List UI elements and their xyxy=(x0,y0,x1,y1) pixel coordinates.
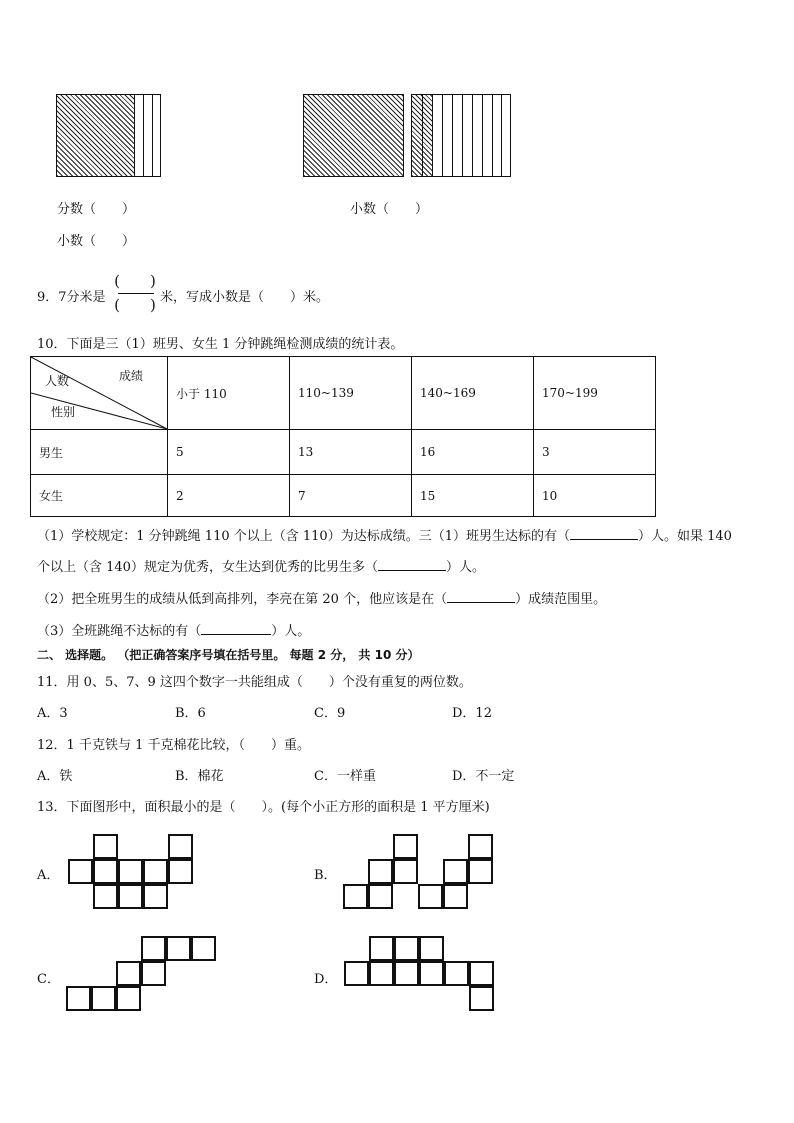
q10-sub1-text-a: （1）学校规定：1 分钟跳绳 110 个以上（含 110）为达标成绩。三（1）班男生达标的有（ xyxy=(37,529,570,544)
q10-sub1-text-c: 个以上（含 140）规定为优秀，女生达到优秀的比男生多（ xyxy=(37,560,378,575)
grid-square xyxy=(168,859,193,884)
grid-square xyxy=(143,859,168,884)
table-row xyxy=(31,475,656,517)
grid-square xyxy=(143,884,168,909)
q10-title: 10．下面是三（1）班男、女生 1 分钟跳绳检测成绩的统计表。 xyxy=(37,337,404,352)
answer-blank[interactable] xyxy=(570,539,638,540)
grid-square xyxy=(444,961,469,986)
q10-sub2-text-a: （2）把全班男生的成绩从低到高排列，李亮在第 20 个，他应该是在（ xyxy=(37,592,448,607)
row-label: 女生 xyxy=(31,475,168,517)
q10-sub1-text-b: ）人。如果 140 xyxy=(637,529,732,544)
row-label: 男生 xyxy=(31,430,168,475)
section-title: 二、 选择题。 （把正确答案序号填在括号里。 每题 2 分， 共 10 分） xyxy=(37,648,420,662)
q13-label-c[interactable]: C． xyxy=(37,972,60,987)
decimal-answer-label-left: 小数（ ） xyxy=(57,234,136,249)
grid-square xyxy=(419,936,444,961)
decimal-answer-label-right: 小数（ ） xyxy=(350,202,429,217)
fraction-figure-left xyxy=(56,94,161,177)
decimal-figure-tenths xyxy=(411,94,511,177)
table-cell: 7 xyxy=(290,475,412,517)
q12-option-b[interactable]: B．棉花 xyxy=(175,769,224,784)
grid-square xyxy=(191,936,216,961)
table-cell: 5 xyxy=(168,430,290,475)
grid-square xyxy=(394,961,419,986)
q12-stem: 12．1 千克铁与 1 千克棉花比较，（ ）重。 xyxy=(37,738,310,753)
grid-square xyxy=(118,884,143,909)
corner-label-gender: 性别 xyxy=(51,405,76,419)
grid-square xyxy=(66,986,91,1011)
grid-square xyxy=(419,961,444,986)
table-cell: 13 xyxy=(290,430,412,475)
grid-square xyxy=(166,936,191,961)
q10-sub2 xyxy=(37,588,606,607)
grid-square xyxy=(469,986,494,1011)
grid-square xyxy=(443,884,468,909)
q10-sub1-line1 xyxy=(37,525,732,544)
corner-label-score: 成绩 xyxy=(119,369,144,383)
table-cell: 10 xyxy=(534,475,656,517)
decimal-figure-whole xyxy=(303,94,404,177)
grid-square xyxy=(141,936,166,961)
grid-square xyxy=(368,884,393,909)
answer-blank[interactable] xyxy=(201,634,271,635)
grid-square xyxy=(418,884,443,909)
column-header: 140~169 xyxy=(412,357,534,430)
column-header: 170~199 xyxy=(534,357,656,430)
q9-fraction xyxy=(112,270,158,316)
q11-option-a[interactable]: A．3 xyxy=(37,706,68,721)
grid-square xyxy=(116,986,141,1011)
table-cell: 16 xyxy=(412,430,534,475)
grid-square xyxy=(93,859,118,884)
answer-blank[interactable] xyxy=(447,602,515,603)
grid-square xyxy=(168,834,193,859)
q11-stem: 11．用 0、5、7、9 这四个数字一共能组成（ ）个没有重复的两位数。 xyxy=(37,675,472,690)
q13-label-b[interactable]: B． xyxy=(314,868,337,883)
q9-numerator-blank[interactable]: ( ) xyxy=(114,272,156,290)
table-corner-header xyxy=(31,357,168,430)
grid-square xyxy=(68,859,93,884)
q11-option-d[interactable]: D．12 xyxy=(452,706,492,721)
q10-sub3-text-a: （3）全班跳绳不达标的有（ xyxy=(37,624,202,639)
corner-label-people: 人数 xyxy=(45,374,70,388)
column-header: 小于 110 xyxy=(168,357,290,430)
grid-square xyxy=(116,961,141,986)
grid-square xyxy=(393,834,418,859)
grid-square xyxy=(118,859,143,884)
grid-square xyxy=(91,986,116,1011)
q13-label-d[interactable]: D． xyxy=(314,972,338,987)
q12-option-d[interactable]: D．不一定 xyxy=(452,769,515,784)
table-cell: 3 xyxy=(534,430,656,475)
q10-sub1-line2 xyxy=(37,556,485,575)
q13-stem: 13．下面图形中，面积最小的是（ ）。(每个小正方形的面积是 1 平方厘米) xyxy=(37,800,490,815)
table-row xyxy=(31,430,656,475)
grid-square xyxy=(468,859,493,884)
q9-denominator-blank[interactable]: ( ) xyxy=(114,296,156,314)
q13-label-a[interactable]: A． xyxy=(37,868,60,883)
q10-sub2-text-b: ）成绩范围里。 xyxy=(515,592,607,607)
grid-square xyxy=(469,961,494,986)
grid-square xyxy=(343,884,368,909)
q12-option-c[interactable]: C．一样重 xyxy=(314,769,376,784)
grid-square xyxy=(443,859,468,884)
q10-sub3 xyxy=(37,620,310,639)
grid-square xyxy=(93,884,118,909)
table-cell: 2 xyxy=(168,475,290,517)
grid-square xyxy=(141,961,166,986)
answer-blank[interactable] xyxy=(378,570,446,571)
column-header: 110~139 xyxy=(290,357,412,430)
q9-text-before: 9．7分米是 xyxy=(37,290,106,305)
grid-square xyxy=(344,961,369,986)
q11-option-c[interactable]: C．9 xyxy=(314,706,346,721)
grid-square xyxy=(394,936,419,961)
jump-rope-stats-table xyxy=(30,356,656,517)
fraction-answer-label: 分数（ ） xyxy=(57,202,136,217)
q10-sub1-text-d: ）人。 xyxy=(445,560,485,575)
grid-square xyxy=(369,961,394,986)
grid-square xyxy=(93,834,118,859)
grid-square xyxy=(369,936,394,961)
grid-square xyxy=(393,859,418,884)
q12-option-a[interactable]: A．铁 xyxy=(37,769,73,784)
grid-square xyxy=(368,859,393,884)
table-cell: 15 xyxy=(412,475,534,517)
q11-option-b[interactable]: B．6 xyxy=(175,706,206,721)
q10-sub3-text-b: ）人。 xyxy=(271,624,311,639)
q9-text-after: 米，写成小数是（ ）米。 xyxy=(160,290,330,305)
grid-square xyxy=(468,834,493,859)
